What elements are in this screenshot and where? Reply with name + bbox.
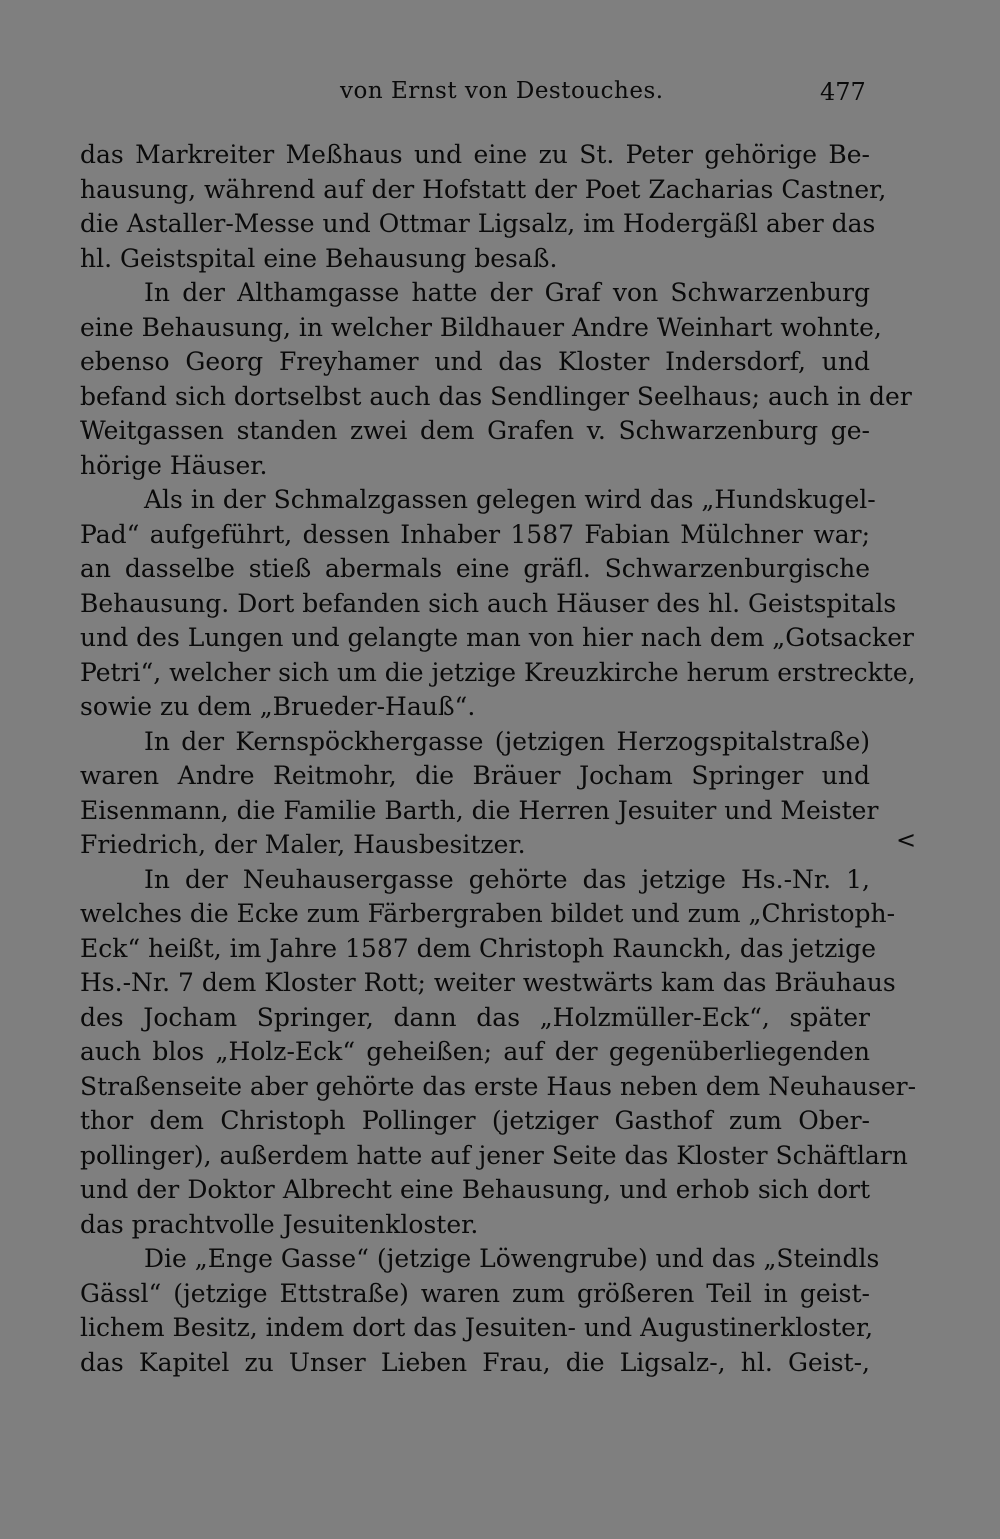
text-line: Eck“ heißt, im Jahre 1587 dem Christoph Raunckh, das jetzige — [80, 933, 877, 963]
text-line: auch blos „Holz-Eck“ geheißen; auf der gegenüberliegenden — [80, 1037, 870, 1066]
page-header — [0, 78, 1000, 114]
paragraph — [80, 725, 879, 863]
text-line: waren Andre Reitmohr, die Bräuer Jocham Springer und — [80, 761, 870, 790]
body-text — [80, 138, 917, 1380]
running-head: von Ernst von Destouches. — [340, 78, 664, 104]
text-line: In der Althamgasse hatte der Graf von Schwarzenburg — [144, 278, 870, 307]
text-line: hl. Geistspital eine Behausung besaß. — [80, 243, 558, 273]
text-line: In der Neuhausergasse gehörte das jetzige Hs.-Nr. 1, — [144, 864, 870, 894]
text-line: Petri“, welcher sich um die jetzige Kreuzkirche herum erstreckte, — [80, 657, 916, 687]
text-line: thor dem Christoph Pollinger (jetziger Gasthof zum Ober- — [80, 1106, 870, 1135]
text-line: Weitgassen standen zwei dem Grafen v. Schwarzenburg ge- — [80, 416, 870, 445]
text-line: Straßenseite aber gehörte das erste Haus neben dem Neuhauser- — [80, 1071, 917, 1101]
text-line: das prachtvolle Jesuitenkloster. — [80, 1209, 479, 1239]
text-line: Gässl“ (jetzige Ettstraße) waren zum größeren Teil in geist- — [80, 1278, 870, 1308]
text-line: Hs.-Nr. 7 dem Kloster Rott; weiter westwärts kam das Bräuhaus — [80, 968, 896, 997]
text-line: Behausung. Dort befanden sich auch Häuser des hl. Geistspitals — [80, 588, 897, 618]
text-line: Pad“ aufgeführt, dessen Inhaber 1587 Fabian Mülchner war; — [80, 519, 870, 549]
text-line: befand sich dortselbst auch das Sendlinger Seelhaus; auch in der — [80, 381, 912, 411]
text-line: und des Lungen und gelangte man von hier nach dem „Gotsacker — [80, 623, 914, 652]
paragraph — [80, 1242, 880, 1380]
text-line: welches die Ecke zum Färbergraben bildet und zum „Christoph- — [80, 899, 896, 928]
text-line: Friedrich, der Maler, Hausbesitzer. — [80, 830, 526, 859]
paragraph — [80, 276, 912, 483]
paragraph — [80, 483, 916, 725]
text-line: hausung, während auf der Hofstatt der Poet Zacharias Castner, — [80, 174, 887, 204]
text-line: In der Kernspöckhergasse (jetzigen Herzogspitalstraße) — [144, 726, 870, 756]
paragraph — [80, 863, 917, 1243]
page-number: 477 — [820, 78, 866, 106]
text-line: eine Behausung, in welcher Bildhauer Andre Weinhart wohnte, — [80, 312, 882, 342]
text-line: das Kapitel zu Unser Lieben Frau, die Ligsalz-, hl. Geist-, — [80, 1347, 870, 1377]
text-line: Eisenmann, die Familie Barth, die Herren Jesuiter und Meister — [80, 795, 879, 825]
text-line: das Markreiter Meßhaus und eine zu St. Peter gehörige Be- — [80, 140, 870, 169]
text-line: sowie zu dem „Brueder-Hauß“. — [80, 692, 476, 721]
text-line: des Jocham Springer, dann das „Holzmüller-Eck“, später — [80, 1002, 870, 1032]
text-line: die Astaller-Messe und Ottmar Ligsalz, im Hodergäßl aber das — [80, 209, 876, 238]
text-line: lichem Besitz, indem dort das Jesuiten- und Augustinerkloster, — [80, 1313, 874, 1342]
text-line: Die „Enge Gasse“ (jetzige Löwengrube) und das „Steindls — [144, 1244, 880, 1273]
text-line: Als in der Schmalzgassen gelegen wird das „Hundskugel- — [144, 485, 876, 514]
text-line: und der Doktor Albrecht eine Behausung, und erhob sich dort — [80, 1175, 870, 1204]
paragraph — [80, 138, 887, 276]
text-line: ebenso Georg Freyhamer und das Kloster Indersdorf, und — [80, 347, 870, 376]
text-line: pollinger), außerdem hatte auf jener Seite das Kloster Schäftlarn — [80, 1140, 908, 1170]
margin-mark: < — [896, 826, 917, 854]
text-line: hörige Häuser. — [80, 450, 268, 480]
text-line: an dasselbe stieß abermals eine gräfl. Schwarzenburgische — [80, 554, 870, 583]
